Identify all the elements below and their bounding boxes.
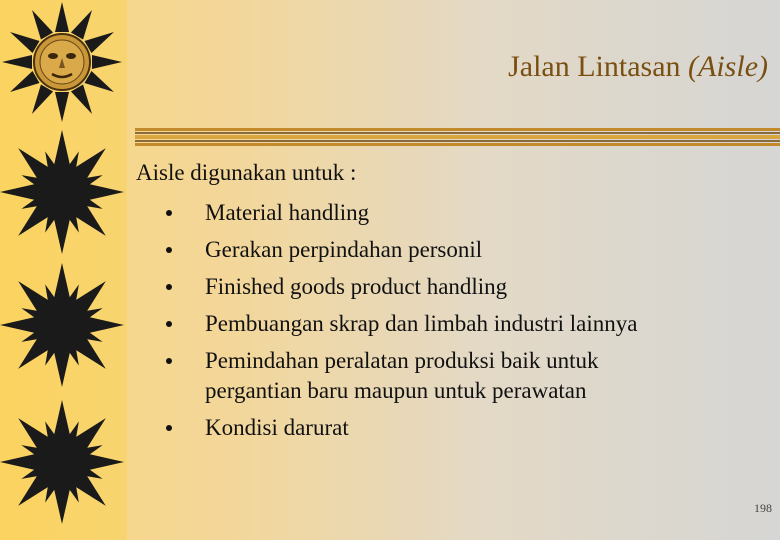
list-item-text: Gerakan perpindahan personil bbox=[205, 237, 483, 262]
sun-icon bbox=[0, 258, 127, 393]
intro-text: Aisle digunakan untuk : bbox=[136, 160, 357, 185]
title-main: Jalan Lintasan bbox=[508, 50, 689, 83]
list-item-text: Material handling bbox=[205, 200, 370, 225]
decorative-sidebar bbox=[0, 0, 127, 540]
sun-icon bbox=[0, 125, 127, 260]
list-item bbox=[160, 413, 760, 443]
list-item bbox=[160, 309, 760, 339]
list-item bbox=[160, 198, 760, 228]
bullet-dot bbox=[166, 210, 172, 216]
list-item-text: Finished goods product handling bbox=[205, 274, 508, 299]
bullet-dot bbox=[166, 321, 172, 327]
bullet-dot bbox=[166, 247, 172, 253]
page-number: 198 bbox=[754, 501, 772, 515]
list-item bbox=[160, 272, 760, 302]
slide-title bbox=[508, 50, 768, 84]
bullet-dot bbox=[166, 284, 172, 290]
title-italic: (Aisle) bbox=[688, 50, 768, 83]
list-item bbox=[160, 235, 760, 265]
bullet-dot bbox=[166, 425, 172, 431]
bullet-dot bbox=[166, 358, 172, 364]
sun-icon bbox=[0, 392, 127, 540]
bullet-list bbox=[160, 198, 760, 450]
list-item bbox=[160, 346, 665, 406]
list-item-text: Pemindahan peralatan produksi baik untuk pergantian baru maupun untuk perawatan bbox=[205, 348, 599, 403]
list-item-text: Pembuangan skrap dan limbah industri lainnya bbox=[205, 311, 638, 336]
sun-face-icon bbox=[0, 0, 127, 125]
list-item-text: Kondisi darurat bbox=[205, 415, 349, 440]
title-divider bbox=[135, 128, 780, 146]
